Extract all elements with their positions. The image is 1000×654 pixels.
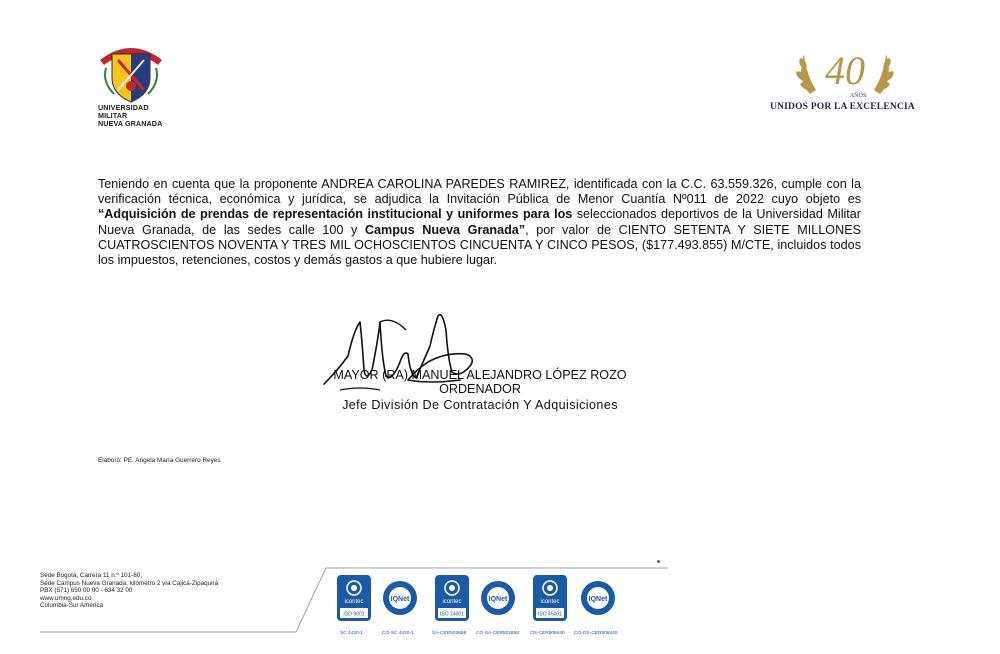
cert-label: IQNet — [588, 596, 608, 603]
cert-standard: ISO 14001 — [440, 611, 464, 618]
cert-label: icontec — [442, 599, 462, 605]
paragraph-bold-campus: Campus Nueva Granada” — [364, 222, 526, 237]
cert-label: icontec — [540, 599, 560, 605]
anniversary-logo — [770, 44, 920, 116]
signatory-role: ORDENADOR — [439, 382, 521, 396]
cert-code: SC 4420-1 — [340, 631, 363, 636]
umng-logo-name — [98, 104, 170, 128]
signatory-department: Jefe División De Contratación Y Adquisiciones — [342, 398, 618, 412]
umng-shield-emblem — [92, 38, 170, 104]
umng-logo — [92, 38, 170, 128]
cert-label: IQNet — [488, 596, 508, 603]
signatory-name: MAYOR (RA) MANUEL ALEJANDRO LÓPEZ ROZO — [333, 368, 627, 382]
laurel-40-emblem — [770, 44, 920, 102]
cert-label: icontec — [344, 599, 364, 605]
footer-dot — [657, 560, 660, 563]
cert-code: CO-SA-CER502658 — [476, 631, 519, 636]
anniversary-number: 40 — [825, 48, 865, 93]
paragraph-part-1: Teniendo en cuenta que la proponente ANDREA CAROLINA PAREDES RAMIREZ, identificada con la C.C. 63.559.326, cumple con la verificación técnica, económica y jurídica, se adjudica la Invitación Pública de Menor Cuantía Nº011 de 2022 cuyo objeto es — [98, 177, 861, 207]
iqnet-badge — [382, 578, 418, 628]
iqnet-badge — [580, 578, 616, 628]
address-line: Sede Bogotá, Carrera 11 n.º 101-80, — [40, 572, 142, 579]
paragraph-part-3: , por valor de CIENTO SETENTA Y SIETE MILLONES CUATROSCIENTOS NOVENTA Y TRES MIL OCHOSCIENTOS CINCUENTA Y CINCO PESOS, ($177.493.855) M/CTE, incluidos todos los impuestos, retenciones, costos y demás gastos a que hubiere lugar. — [98, 222, 861, 268]
address-line: PBX (571) 650 00 00 - 634 32 00 — [40, 587, 133, 595]
address-line: Colombia-Sur América — [40, 602, 103, 610]
cert-label: IQNet — [390, 596, 410, 603]
cert-code: CO-SC 4420-1 — [382, 631, 414, 636]
address-link[interactable]: www.umng.edu.co — [40, 594, 92, 602]
prepared-by-note: Elaboró: PE. Angela María Guerrero Reyes — [98, 457, 221, 464]
certification-badges — [336, 574, 636, 644]
footer-address — [40, 572, 218, 610]
paragraph-part-2: seleccionados deportivos de la Universidad Militar Nueva Granada, de las sedes calle 100 y — [98, 207, 861, 237]
adjudication-paragraph — [98, 177, 861, 268]
anniversary-years-label: AÑOS — [849, 93, 867, 99]
anniversary-tagline: UNIDOS POR LA EXCELENCIA — [770, 102, 915, 112]
umng-name-line1: UNIVERSIDAD MILITAR — [98, 103, 149, 120]
paragraph-bold-object: “Adquisición de prendas de representación institucional y uniformes para los — [98, 207, 573, 222]
icontec-badge — [532, 574, 568, 624]
umng-name-line2: NUEVA GRANADA — [98, 119, 163, 128]
cert-code: CO-OS-CER508440 — [574, 631, 618, 636]
icontec-badge — [336, 574, 372, 624]
cert-code: OS-CER508440 — [530, 631, 565, 636]
icontec-badge — [434, 574, 470, 624]
cert-standard: ISO 9001 — [343, 611, 365, 618]
cert-code: SA-CER502658 — [432, 631, 467, 636]
address-line: Sede Campus Nueva Granada, kilómetro 2 vía Cajicá-Zipaquirá — [40, 579, 219, 587]
iqnet-badge — [480, 578, 516, 628]
cert-standard: ISO 45001 — [538, 611, 562, 618]
